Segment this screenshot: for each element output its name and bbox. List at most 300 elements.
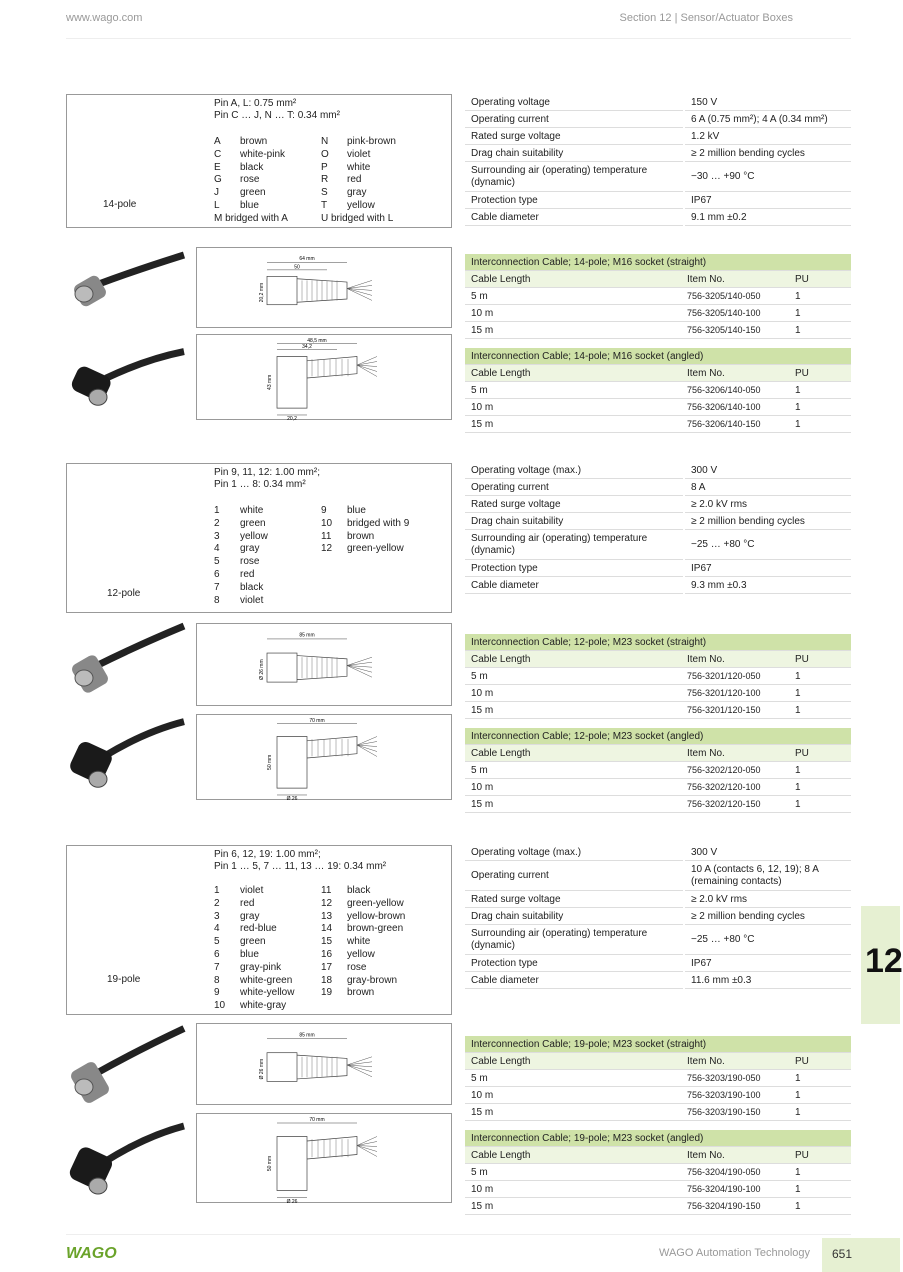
ordering-header-row [465, 745, 851, 762]
ordering-row[interactable] [465, 668, 851, 685]
spec-value: 9.1 mm ±0.2 [684, 209, 851, 226]
pin-row [214, 543, 427, 556]
pole-count-label: 14-pole [103, 199, 137, 210]
pin-color-list [214, 505, 427, 607]
ordering-row[interactable] [465, 1087, 851, 1104]
ordering-row[interactable] [465, 382, 851, 399]
col-cable-length: Cable Length [465, 651, 681, 668]
packaging-unit: 1 [789, 416, 851, 433]
dimension-length: 85 mm [299, 1032, 315, 1039]
pin-number [321, 1000, 347, 1013]
pin-number: O [321, 148, 329, 160]
pin-color: green [240, 187, 266, 199]
spec-label: Cable diameter [465, 209, 684, 226]
cable-length: 10 m [465, 779, 681, 796]
spec-label: Rated surge voltage [465, 496, 684, 513]
pin-number: S [321, 187, 328, 199]
item-number[interactable]: 756-3203/190-150 [681, 1104, 789, 1121]
col-item-no: Item No. [681, 1053, 789, 1070]
ordering-header-row [465, 1053, 851, 1070]
pin-color: black [347, 885, 371, 896]
pin-color: gray-brown [347, 974, 398, 986]
cable-length: 5 m [465, 1164, 681, 1181]
header-divider [66, 38, 851, 39]
dimension-drawing-straight [196, 1023, 452, 1105]
spec-row [465, 94, 851, 111]
pin-color: brown [240, 136, 268, 147]
pin-row [214, 911, 427, 924]
spec-value: ≥ 2.0 kV rms [684, 891, 851, 908]
cable-photo-angled [66, 344, 188, 420]
item-number[interactable]: 756-3202/120-050 [681, 762, 789, 779]
pin-color: black [240, 161, 264, 173]
dimension-drawing-straight [196, 247, 452, 328]
pin-color: red [240, 897, 255, 909]
packaging-unit: 1 [789, 762, 851, 779]
spec-label: Surrounding air (operating) temperature (dynamic) [465, 925, 684, 955]
col-cable-length: Cable Length [465, 1053, 681, 1070]
ordering-title-row [465, 1036, 851, 1053]
pin-color: white-gray [240, 1000, 287, 1012]
pin-color: bridged with 9 [347, 517, 410, 529]
pin-color: gray [347, 187, 367, 199]
spec-value: ≥ 2 million bending cycles [684, 908, 851, 925]
spec-label: Surrounding air (operating) temperature (dynamic) [465, 530, 684, 560]
ordering-row[interactable] [465, 1198, 851, 1215]
pin-row [214, 187, 427, 200]
pin-number [321, 569, 347, 582]
item-number[interactable]: 756-3201/120-100 [681, 685, 789, 702]
spec-label: Operating current [465, 479, 684, 496]
cable-length: 5 m [465, 668, 681, 685]
pin-color-list [214, 885, 427, 1013]
spec-value: ≥ 2.0 kV rms [684, 496, 851, 513]
pin-row [214, 518, 427, 531]
pin-color: violet [240, 885, 264, 896]
pin-color: pink-brown [347, 136, 396, 147]
pin-number: 16 [321, 948, 333, 960]
pin-color: green-yellow [347, 543, 404, 555]
spec-row [465, 908, 851, 925]
dimension-drawing-angled [196, 714, 452, 803]
packaging-unit: 1 [789, 382, 851, 399]
pin-number: T [321, 199, 328, 211]
pin-color: violet [240, 594, 264, 606]
ordering-row[interactable] [465, 322, 851, 339]
item-number[interactable]: 756-3206/140-150 [681, 416, 789, 433]
pin-number [321, 595, 347, 608]
ordering-row[interactable] [465, 416, 851, 433]
section-title: Section 12 | Sensor/Actuator Boxes [619, 12, 793, 24]
pin-color: rose [240, 556, 260, 568]
pin-color: red [240, 568, 255, 580]
pin-number: 3 [214, 530, 220, 542]
pin-number: 10 [321, 517, 333, 529]
pin-cross-section: Pin A, L: 0.75 mm² [214, 98, 297, 109]
pin-number: 4 [214, 543, 220, 555]
spec-label: Cable diameter [465, 577, 684, 594]
spec-row [465, 513, 851, 530]
pin-color: green [240, 936, 266, 948]
pin-number: 13 [321, 910, 333, 922]
spec-label: Protection type [465, 192, 684, 209]
pin-number: 9 [214, 987, 220, 999]
col-pu: PU [789, 1053, 851, 1070]
item-number[interactable]: 756-3205/140-100 [681, 305, 789, 322]
ordering-row[interactable] [465, 702, 851, 719]
pin-color: yellow [347, 199, 375, 211]
pin-number [321, 582, 347, 595]
dimension-length: 50 [294, 264, 300, 271]
packaging-unit: 1 [789, 1104, 851, 1121]
spec-row [465, 192, 851, 209]
ordering-header-row [465, 1147, 851, 1164]
spec-value: −30 … +90 °C [684, 162, 851, 192]
pin-row [214, 162, 427, 175]
pin-color [347, 556, 427, 569]
cable-length: 15 m [465, 702, 681, 719]
pin-number: 10 [214, 1000, 226, 1012]
pin-number: 15 [321, 936, 333, 948]
pin-row [214, 556, 427, 569]
chapter-number: 12 [865, 942, 903, 980]
pin-row [214, 149, 427, 162]
spec-row [465, 462, 851, 479]
pin-note: M bridged with A [214, 212, 288, 224]
pin-color: black [240, 581, 264, 593]
cable-length: 10 m [465, 305, 681, 322]
technical-data-table [465, 844, 851, 989]
ordering-row[interactable] [465, 762, 851, 779]
cable-length: 5 m [465, 1070, 681, 1087]
pin-number: R [321, 174, 329, 186]
ordering-row[interactable] [465, 1104, 851, 1121]
pin-row [214, 898, 427, 911]
item-number[interactable]: 756-3201/120-150 [681, 702, 789, 719]
pin-color: brown [347, 530, 375, 542]
ordering-title: Interconnection Cable; 19-pole; M23 socket (straight) [465, 1036, 851, 1053]
ordering-header-row [465, 271, 851, 288]
spec-value: 9.3 mm ±0.3 [684, 577, 851, 594]
ordering-table [465, 634, 851, 719]
cable-photo-angled [66, 712, 188, 808]
ordering-row[interactable] [465, 779, 851, 796]
ordering-table [465, 254, 851, 339]
ordering-title: Interconnection Cable; 12-pole; M23 socket (angled) [465, 728, 851, 745]
col-pu: PU [789, 271, 851, 288]
pin-color-list [214, 136, 427, 226]
spec-label: Protection type [465, 560, 684, 577]
ordering-table [465, 1130, 851, 1215]
pin-cross-section: Pin C … J, N … T: 0.34 mm² [214, 110, 340, 121]
col-cable-length: Cable Length [465, 365, 681, 382]
spec-label: Drag chain suitability [465, 513, 684, 530]
spec-value: 300 V [684, 462, 851, 479]
spec-row [465, 530, 851, 560]
spec-row [465, 844, 851, 861]
wago-logo [66, 1244, 130, 1265]
packaging-unit: 1 [789, 1070, 851, 1087]
pin-number: A [214, 136, 221, 147]
svg-text:WAGO: WAGO [66, 1245, 117, 1262]
pin-color: gray [240, 543, 260, 555]
pin-number: C [214, 148, 222, 160]
dimension-height: 50 mm [267, 1155, 273, 1172]
cable-length: 5 m [465, 382, 681, 399]
packaging-unit: 1 [789, 796, 851, 813]
spec-row [465, 479, 851, 496]
cable-length: 15 m [465, 1104, 681, 1121]
pin-row [214, 505, 427, 518]
col-pu: PU [789, 365, 851, 382]
chapter-tab[interactable] [861, 906, 903, 1024]
spec-row [465, 925, 851, 955]
pin-row [214, 923, 427, 936]
col-item-no: Item No. [681, 271, 789, 288]
ordering-table [465, 1036, 851, 1121]
dimension-width: Ø 26 [286, 1199, 298, 1206]
dimension-height: 50 mm [267, 754, 273, 770]
footer-company: WAGO Automation Technology [659, 1247, 811, 1259]
pin-number: N [321, 136, 329, 147]
item-number[interactable]: 756-3204/190-050 [681, 1164, 789, 1181]
cable-photo-straight [66, 1024, 188, 1114]
pin-number: 3 [214, 910, 220, 922]
ordering-table [465, 348, 851, 433]
ordering-title-row [465, 348, 851, 365]
ordering-row[interactable] [465, 1070, 851, 1087]
ordering-row[interactable] [465, 305, 851, 322]
pin-number: J [214, 187, 219, 199]
spec-row [465, 972, 851, 989]
cable-length: 10 m [465, 685, 681, 702]
pin-cross-section: Pin 6, 12, 19: 1.00 mm²; [214, 849, 321, 860]
spec-label: Operating voltage (max.) [465, 844, 684, 861]
ordering-header-row [465, 651, 851, 668]
pin-row [214, 987, 427, 1000]
item-number[interactable]: 756-3205/140-150 [681, 322, 789, 339]
pin-number: L [214, 199, 220, 211]
ordering-row[interactable] [465, 796, 851, 813]
pin-color: yellow [347, 948, 375, 960]
pin-color: white-pink [240, 148, 286, 160]
pin-number: 8 [214, 594, 220, 606]
pin-row [214, 213, 427, 226]
pin-color: white [347, 936, 371, 948]
spec-value: IP67 [684, 192, 851, 209]
item-number[interactable]: 756-3203/190-100 [681, 1087, 789, 1104]
pin-number: 17 [321, 961, 333, 973]
col-cable-length: Cable Length [465, 745, 681, 762]
dimension-diameter: 20,2 mm [259, 282, 265, 303]
packaging-unit: 1 [789, 685, 851, 702]
spec-label: Drag chain suitability [465, 145, 684, 162]
ordering-row[interactable] [465, 288, 851, 305]
pin-color: yellow-brown [347, 910, 406, 922]
pin-number: P [321, 161, 328, 173]
cable-length: 10 m [465, 1181, 681, 1198]
ordering-title: Interconnection Cable; 14-pole; M16 socket (straight) [465, 254, 851, 271]
item-number[interactable]: 756-3206/140-100 [681, 399, 789, 416]
pin-color [347, 1000, 427, 1013]
cable-length: 15 m [465, 416, 681, 433]
item-number[interactable]: 756-3205/140-050 [681, 288, 789, 305]
spec-label: Drag chain suitability [465, 908, 684, 925]
spec-value: IP67 [684, 560, 851, 577]
pin-color: gray [240, 910, 260, 922]
item-number[interactable]: 756-3202/120-150 [681, 796, 789, 813]
spec-row [465, 891, 851, 908]
spec-row [465, 209, 851, 226]
ordering-title-row [465, 254, 851, 271]
pin-number: 7 [214, 961, 220, 973]
pin-color: red [347, 174, 362, 186]
pin-number [321, 556, 347, 569]
item-number[interactable]: 756-3204/190-150 [681, 1198, 789, 1215]
ordering-title: Interconnection Cable; 14-pole; M16 socket (angled) [465, 348, 851, 365]
dimension-drawing-angled [196, 334, 452, 423]
pin-number: 7 [214, 581, 220, 593]
col-item-no: Item No. [681, 651, 789, 668]
pin-row [214, 962, 427, 975]
ordering-title-row [465, 634, 851, 651]
technical-data-table [465, 462, 851, 594]
pin-color: rose [240, 174, 260, 186]
spec-label: Protection type [465, 955, 684, 972]
ordering-header-row [465, 365, 851, 382]
dimension-drawing-angled [196, 1113, 452, 1206]
cable-length: 15 m [465, 796, 681, 813]
spec-label: Operating current [465, 861, 684, 891]
pin-color: brown [347, 987, 375, 999]
col-pu: PU [789, 651, 851, 668]
ordering-title-row [465, 1130, 851, 1147]
pin-color: violet [347, 148, 371, 160]
packaging-unit: 1 [789, 288, 851, 305]
pin-color: yellow [240, 530, 268, 542]
pin-number: G [214, 174, 222, 186]
spec-label: Operating voltage (max.) [465, 462, 684, 479]
packaging-unit: 1 [789, 399, 851, 416]
item-number[interactable]: 756-3204/190-100 [681, 1181, 789, 1198]
pole-count-label: 12-pole [107, 588, 141, 599]
pin-color: red-blue [240, 923, 277, 935]
ordering-row[interactable] [465, 399, 851, 416]
ordering-title: Interconnection Cable; 12-pole; M23 socket (straight) [465, 634, 851, 651]
ordering-row[interactable] [465, 685, 851, 702]
spec-row [465, 861, 851, 891]
col-cable-length: Cable Length [465, 271, 681, 288]
pin-cross-section: Pin 1 … 8: 0.34 mm² [214, 479, 306, 490]
col-pu: PU [789, 745, 851, 762]
dimension-diameter: Ø 26 mm [259, 1058, 265, 1080]
ordering-title: Interconnection Cable; 19-pole; M23 socket (angled) [465, 1130, 851, 1147]
technical-data-table [465, 94, 851, 226]
ordering-row[interactable] [465, 1181, 851, 1198]
cable-photo-straight [66, 622, 188, 702]
pin-row [214, 200, 427, 213]
pin-number: 6 [214, 948, 220, 960]
pin-number: 9 [321, 505, 327, 516]
pin-row [214, 531, 427, 544]
page-number: 651 [832, 1247, 853, 1261]
pin-color: white-green [240, 974, 293, 986]
cable-length: 5 m [465, 288, 681, 305]
pin-row [214, 936, 427, 949]
col-item-no: Item No. [681, 365, 789, 382]
pin-cross-section: Pin 9, 11, 12: 1.00 mm²; [214, 467, 320, 478]
cable-length: 15 m [465, 1198, 681, 1215]
item-number[interactable]: 756-3203/190-050 [681, 1070, 789, 1087]
item-number[interactable]: 756-3201/120-050 [681, 668, 789, 685]
item-number[interactable]: 756-3206/140-050 [681, 382, 789, 399]
spec-value: 6 A (0.75 mm²); 4 A (0.34 mm²) [684, 111, 851, 128]
pin-row [214, 569, 427, 582]
spec-value: IP67 [684, 955, 851, 972]
pin-number: 12 [321, 543, 333, 555]
dimension-drawing-straight [196, 623, 452, 706]
dimension-width: Ø 26 [286, 796, 298, 803]
cable-length: 10 m [465, 1087, 681, 1104]
website-url[interactable]: www.wago.com [66, 12, 143, 24]
packaging-unit: 1 [789, 1164, 851, 1181]
spec-value: 10 A (contacts 6, 12, 19); 8 A (remaining contacts) [684, 861, 851, 891]
packaging-unit: 1 [789, 305, 851, 322]
pin-number: 6 [214, 568, 220, 580]
dimension-length: 48,5 mm [307, 337, 327, 344]
dimension-length: 70 mm [309, 717, 325, 724]
spec-label: Rated surge voltage [465, 891, 684, 908]
pin-color: brown-green [347, 923, 404, 935]
pin-number: 5 [214, 556, 220, 568]
dimension-height: 43 mm [267, 374, 273, 390]
pin-color: rose [347, 961, 367, 973]
pin-number: 1 [214, 885, 220, 896]
spec-row [465, 577, 851, 594]
pin-number: 5 [214, 936, 220, 948]
spec-label: Operating current [465, 111, 684, 128]
pin-number: 8 [214, 974, 220, 986]
pin-color: green [240, 517, 266, 529]
pin-number: 4 [214, 923, 220, 935]
spec-row [465, 955, 851, 972]
col-cable-length: Cable Length [465, 1147, 681, 1164]
dimension-diameter: Ø 26 mm [259, 659, 265, 680]
spec-row [465, 496, 851, 513]
spec-value: 8 A [684, 479, 851, 496]
spec-row [465, 162, 851, 192]
dimension-length: 70 mm [309, 1117, 325, 1124]
ordering-title-row [465, 728, 851, 745]
pin-color: white [347, 161, 371, 173]
item-number[interactable]: 756-3202/120-100 [681, 779, 789, 796]
dimension-length: 34,2 [302, 343, 312, 350]
spec-value: 150 V [684, 94, 851, 111]
col-item-no: Item No. [681, 745, 789, 762]
packaging-unit: 1 [789, 1198, 851, 1215]
pole-count-label: 19-pole [107, 974, 141, 985]
pin-color: blue [347, 505, 366, 516]
dimension-length: 85 mm [299, 632, 315, 639]
packaging-unit: 1 [789, 1087, 851, 1104]
spec-label: Cable diameter [465, 972, 684, 989]
pin-color [347, 595, 427, 608]
cable-length: 10 m [465, 399, 681, 416]
spec-value: ≥ 2 million bending cycles [684, 513, 851, 530]
pin-row [214, 975, 427, 988]
cable-photo-straight [66, 252, 188, 312]
ordering-row[interactable] [465, 1164, 851, 1181]
